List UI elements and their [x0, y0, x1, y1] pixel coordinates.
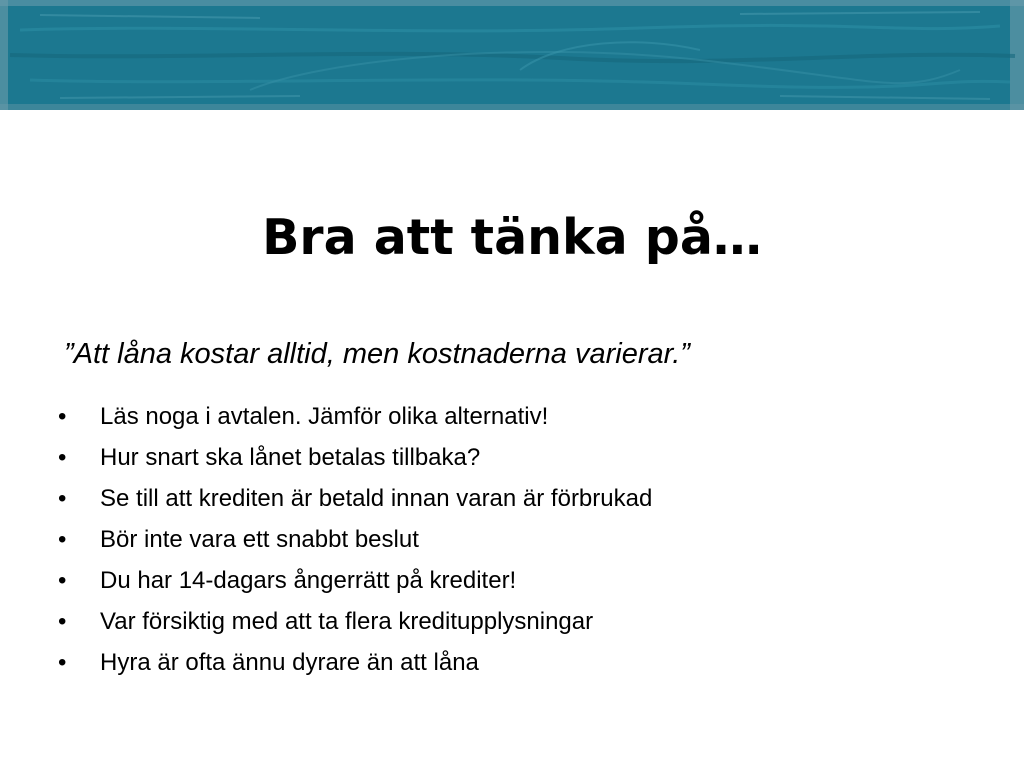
- slide-title: Bra att tänka på…: [262, 209, 762, 266]
- bullet-marker: •: [58, 567, 67, 594]
- bullet-marker: •: [58, 608, 67, 635]
- bullet-marker: •: [58, 444, 67, 471]
- bullet-text: Hur snart ska lånet betalas tillbaka?: [100, 444, 481, 471]
- bullet-marker: •: [58, 403, 67, 430]
- banner-texture: [0, 0, 1024, 110]
- slide-quote: ”Att låna kostar alltid, men kostnaderna varierar.”: [64, 338, 690, 370]
- header-banner: [0, 0, 1024, 110]
- bullet-text: Hyra är ofta ännu dyrare än att låna: [100, 649, 479, 676]
- bullet-text: Läs noga i avtalen. Jämför olika alternativ!: [100, 403, 549, 430]
- bullet-text: Var försiktig med att ta flera kreditupplysningar: [100, 608, 594, 635]
- bullet-text: Se till att krediten är betald innan varan är förbrukad: [100, 485, 653, 512]
- bullet-text: Bör inte vara ett snabbt beslut: [100, 526, 419, 553]
- bullet-marker: •: [58, 526, 67, 553]
- bullet-marker: •: [58, 485, 67, 512]
- bullet-text: Du har 14-dagars ångerrätt på krediter!: [100, 567, 517, 594]
- bullet-marker: •: [58, 649, 67, 676]
